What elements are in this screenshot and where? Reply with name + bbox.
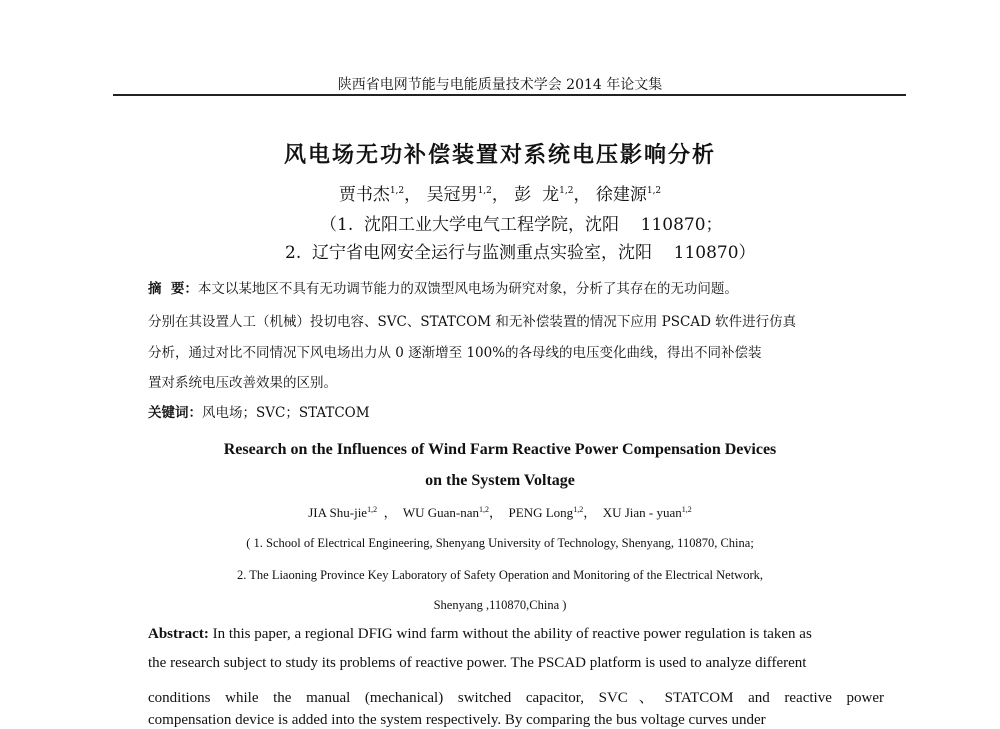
author-separator: ， bbox=[489, 505, 509, 520]
author-affiliation-mark: 1,2 bbox=[559, 186, 574, 196]
chinese-affiliation-1: （1. 沈阳工业大学电气工程学院，沈阳 110870； bbox=[320, 215, 723, 235]
author-name: WU Guan-nan bbox=[402, 505, 480, 520]
english-affiliation-3: Shenyang ,110870,China ) bbox=[433, 598, 567, 612]
author-separator: ， bbox=[583, 505, 603, 520]
author-affiliation-mark: 1,2 bbox=[389, 186, 405, 196]
author-name: 贾书杰 bbox=[338, 185, 390, 205]
english-abstract-line bbox=[148, 626, 884, 643]
author-affiliation-mark: 1,2 bbox=[573, 505, 584, 514]
running-header: 陕西省电网节能与电能质量技术学会 2014 年论文集 bbox=[337, 77, 663, 93]
chinese-title: 风电场无功补偿装置对系统电压影响分析 bbox=[283, 142, 716, 168]
author-name: 吴冠男 bbox=[426, 185, 478, 205]
author-affiliation-mark: 1,2 bbox=[477, 186, 492, 196]
chinese-keywords bbox=[148, 401, 370, 421]
abstract-text: 本文以某地区不具有无功调节能力的双馈型风电场为研究对象，分析了其存在的无功问题。 bbox=[197, 281, 738, 297]
chinese-authors bbox=[0, 180, 1000, 205]
author-separator: ， bbox=[573, 185, 591, 205]
chinese-abstract-line: 置对系统电压改善效果的区别。 bbox=[148, 375, 337, 391]
author-name: 彭 龙 bbox=[514, 185, 560, 205]
abstract-label: Abstract: bbox=[148, 626, 209, 642]
chinese-abstract-line bbox=[148, 277, 738, 297]
author-name: JIA Shu-jie bbox=[308, 505, 368, 520]
abstract-label: 摘 要： bbox=[148, 281, 198, 297]
english-title-line-1: Research on the Influences of Wind Farm Reactive Power Compensation Devices bbox=[223, 441, 777, 458]
english-title-line-2: on the System Voltage bbox=[425, 472, 575, 489]
author-name: XU Jian - yuan bbox=[602, 505, 682, 520]
chinese-abstract-line: 分别在其设置人工（机械）投切电容、SVC、STATCOM 和无补偿装置的情况下应用 PSCAD 软件进行仿真 bbox=[148, 314, 797, 330]
chinese-abstract-line: 分析，通过对比不同情况下风电场出力从 0 逐渐增至 100%的各母线的电压变化曲线，得出不同补偿装 bbox=[148, 345, 762, 361]
author-name: 徐建源 bbox=[595, 185, 647, 205]
author-separator: ， bbox=[491, 185, 509, 205]
author-affiliation-mark: 1,2 bbox=[681, 505, 692, 514]
keywords-label: 关键词： bbox=[148, 405, 202, 421]
author-separator: ， bbox=[377, 505, 403, 520]
english-abstract-line: compensation device is added into the system respectively. By comparing the bus voltage curves under bbox=[148, 712, 766, 728]
keywords-text: 风电场；SVC；STATCOM bbox=[202, 405, 370, 421]
header-rule bbox=[113, 94, 906, 96]
english-authors bbox=[0, 502, 1000, 521]
english-abstract-line: conditions while the manual (mechanical) switched capacitor, SVC、STATCOM and reactive power bbox=[148, 690, 884, 706]
author-affiliation-mark: 1,2 bbox=[479, 505, 490, 514]
english-affiliation-1: ( 1. School of Electrical Engineering, Shenyang University of Technology, Shenyang, 110870, China; bbox=[246, 536, 754, 550]
author-affiliation-mark: 1,2 bbox=[367, 505, 378, 514]
author-name: PENG Long bbox=[508, 505, 574, 520]
author-separator: ， bbox=[404, 185, 422, 205]
english-affiliation-2: 2. The Liaoning Province Key Laboratory of Safety Operation and Monitoring of the Electrical Network, bbox=[236, 568, 763, 582]
english-abstract-line: the research subject to study its problems of reactive power. The PSCAD platform is used to analyze different bbox=[148, 655, 807, 671]
chinese-affiliation-2: 2. 辽宁省电网安全运行与监测重点实验室，沈阳 110870） bbox=[285, 243, 756, 263]
abstract-text: In this paper, a regional DFIG wind farm without the ability of reactive power regulation is taken as bbox=[212, 626, 812, 642]
author-affiliation-mark: 1,2 bbox=[646, 186, 662, 196]
